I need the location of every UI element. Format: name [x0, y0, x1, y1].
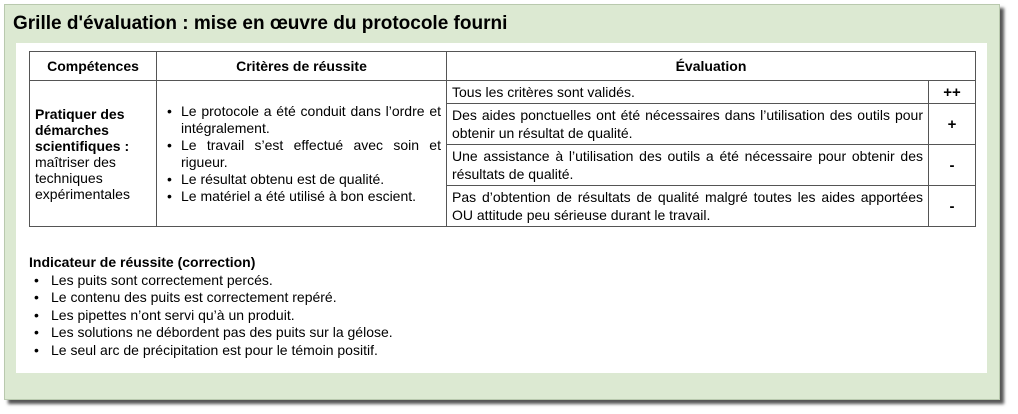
indicator-title: Indicateur de réussite (correction)	[29, 254, 256, 270]
evaluation-text: Pas d’obtention de résultats de qualité malgré toutes les aides apportées OU attitude peu sérieuse durant le travail.	[447, 186, 929, 227]
evaluation-mark: +	[929, 104, 976, 145]
table-row	[30, 81, 976, 104]
header-criteres: Critères de réussite	[157, 52, 447, 81]
evaluation-mark: ++	[929, 81, 976, 104]
indicator-section	[29, 254, 393, 359]
header-competences: Compétences	[30, 52, 157, 81]
criteria-item: • Le résultat obtenu est de qualité.	[181, 171, 441, 188]
evaluation-mark: -	[929, 186, 976, 227]
indicator-item: • Le contenu des puits est correctement repéré.	[51, 289, 393, 307]
evaluation-text: Tous les critères sont validés.	[447, 81, 929, 104]
competence-cell	[30, 81, 157, 227]
page-title: Grille d'évaluation : mise en œuvre du protocole fourni	[13, 13, 508, 34]
indicator-item: • Le seul arc de précipitation est pour le témoin positif.	[51, 342, 393, 360]
criteria-item: • Le matériel a été utilisé à bon escient.	[181, 188, 441, 205]
criteria-item: • Le travail s’est effectué avec soin et rigueur.	[181, 137, 441, 171]
criteria-item: • Le protocole a été conduit dans l’ordre et intégralement.	[181, 103, 441, 137]
indicator-item: • Les solutions ne débordent pas des puits sur la gélose.	[51, 324, 393, 342]
indicator-item: • Les puits sont correctement percés.	[51, 272, 393, 290]
evaluation-text: Une assistance à l’utilisation des outils a été nécessaire pour obtenir des résultats de qualité.	[447, 145, 929, 186]
header-evaluation: Évaluation	[447, 52, 976, 81]
evaluation-table	[29, 51, 976, 227]
grid-content	[16, 43, 987, 373]
competence-detail: maîtriser des techniques expérimentales	[35, 153, 130, 202]
table-header-row	[30, 52, 976, 81]
evaluation-text: Des aides ponctuelles ont été nécessaires dans l’utilisation des outils pour obtenir un résultat de qualité.	[447, 104, 929, 145]
evaluation-grid-panel	[4, 4, 1000, 400]
indicator-item: • Les pipettes n’ont servi qu’à un produit.	[51, 307, 393, 325]
evaluation-mark: -	[929, 145, 976, 186]
competence-title: Pratiquer des démarches scientifiques :	[35, 105, 130, 154]
criteria-cell	[157, 81, 447, 227]
